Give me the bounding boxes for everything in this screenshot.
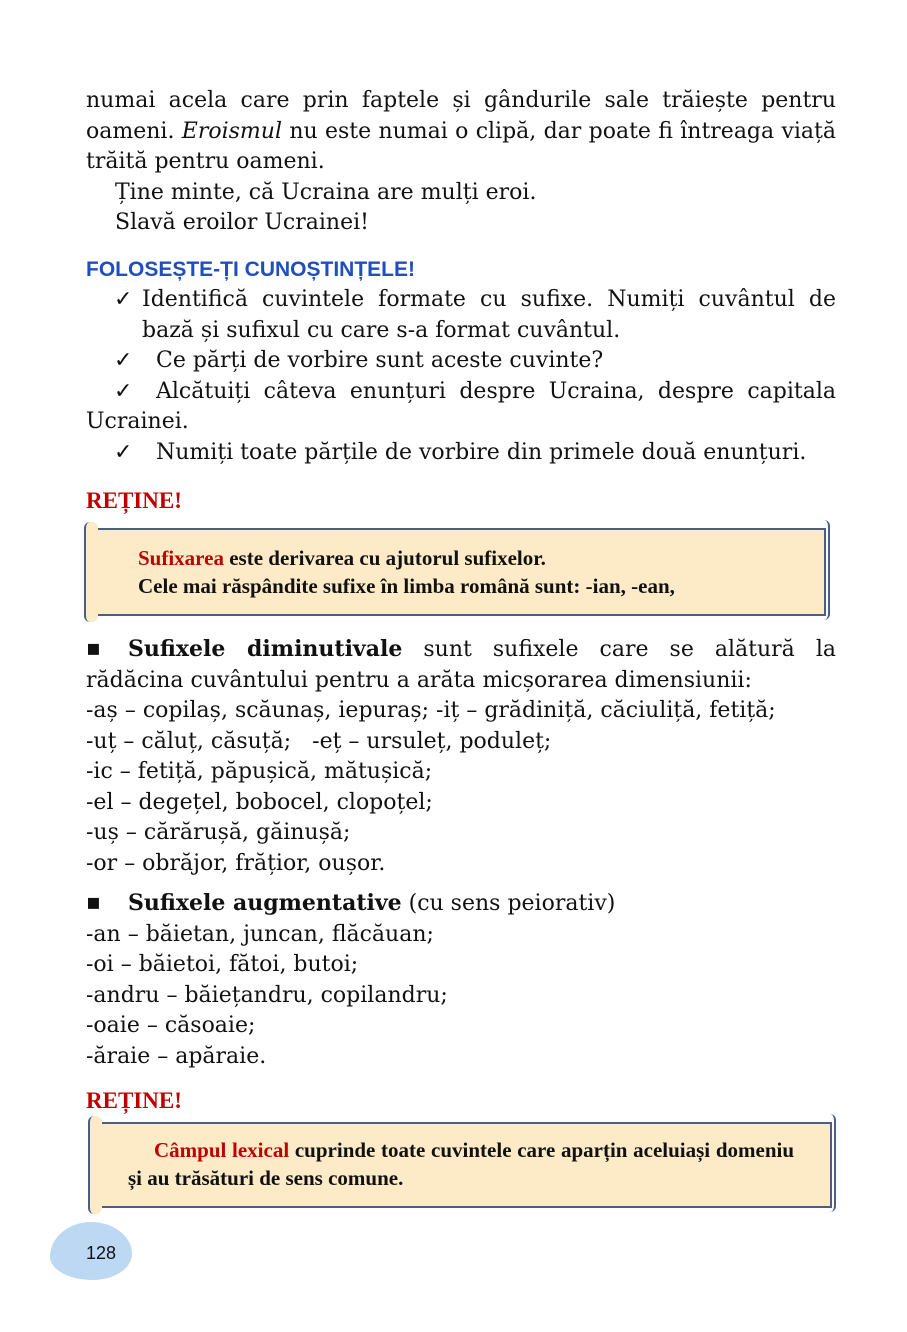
scroll-roll-left — [88, 1116, 102, 1214]
scroll-roll-right — [816, 520, 830, 620]
suffix-section — [86, 634, 836, 1117]
augmentative-line: -oi – băietoi, fătoi, butoi; — [86, 952, 359, 977]
intro-line-4: Slavă eroilor Ucrainei! — [115, 210, 369, 235]
intro-line-3: Ține minte, că Ucraina are mulți eroi. — [115, 179, 537, 205]
retine-box-2-text: Câmpul lexical cuprinde toate cuvintele care aparțin aceluiași domeniu și au trăsături de sens comune. — [128, 1138, 795, 1190]
diminutive-line: -el – degețel, bobocel, clopoțel; — [86, 789, 433, 815]
intro-line-2: nu este numai o clipă, dar poate fi întreaga viață trăită pentru oameni. — [86, 118, 836, 174]
augmentative-line: -andru – băiețandru, copilandru; — [86, 982, 448, 1008]
sufixarea-term: Sufixarea — [138, 546, 224, 570]
augmentative-line: -ăraie – apăraie. — [86, 1043, 267, 1069]
eroismul-word: Eroismul — [181, 118, 282, 144]
check-icon: ✓ — [114, 439, 133, 465]
knowledge-item-1: ✓ Identifică cuvintele formate cu sufixe. Numiți cuvântul de bază și sufixul cu care s-a format cuvântul. — [114, 287, 836, 343]
bullet-icon: ▪ — [86, 636, 101, 661]
camp-lexical-term: Câmpul lexical — [154, 1138, 290, 1162]
augmentative-intro: ▪ Sufixele augmentative (cu sens peiorativ) — [86, 888, 836, 920]
page-number: 128 — [86, 1243, 117, 1263]
retine-box-1 — [88, 528, 826, 616]
diminutive-line: -aș – copilaș, scăunaș, iepuraș; -iț – grădiniță, căciuliță, fetiță; — [86, 698, 776, 723]
augmentative-line: -an – băietan, juncan, flăcăuan; — [86, 921, 434, 947]
knowledge-item-4: ✓ Numiți toate părțile de vorbire din primele două enunțuri. — [86, 438, 836, 469]
check-icon: ✓ — [114, 348, 133, 373]
retine-heading-2: REȚINE! — [86, 1088, 182, 1113]
retine-box-2 — [92, 1122, 832, 1208]
retine-heading-1: REȚINE! — [86, 488, 182, 513]
diminutive-line: -uț – căluț, căsuță; -eț – ursuleț, poduleț; — [86, 728, 552, 754]
intro-paragraph — [86, 86, 836, 178]
page-body — [86, 86, 836, 517]
knowledge-item-3: ✓ Alcătuiți câteva enunțuri despre Ucraina, despre capitala Ucrainei. — [86, 378, 836, 434]
scroll-roll-left — [84, 522, 98, 622]
bullet-icon: ▪ — [86, 890, 101, 915]
augmentative-line: -oaie – căsoaie; — [86, 1013, 256, 1038]
knowledge-heading: FOLOSEȘTE-ȚI CUNOȘTINȚELE! — [86, 257, 415, 281]
diminutive-line: -uș – cărărușă, găinușă; — [86, 820, 351, 845]
diminutive-line: -ic – fetiță, păpușică, mătușică; — [86, 759, 433, 784]
intro-line-1: numai acela care prin faptele și gândurile sale trăiește pentru oameni. — [86, 88, 836, 144]
diminutive-intro: ▪ Sufixele diminutivale sunt sufixele care se alătură la rădăcina cuvântului pentru a arăta micșorarea dimensiunii: — [86, 636, 836, 693]
scroll-roll-right — [822, 1114, 836, 1212]
check-icon: ✓ — [114, 378, 133, 404]
retine-box-1-line-2: Cele mai răspândite sufixe în limba română sunt: -ian, -ean, — [138, 574, 675, 598]
knowledge-item-2: ✓ Ce părți de vorbire sunt aceste cuvinte? — [86, 346, 836, 377]
check-icon: ✓ — [114, 287, 133, 312]
diminutive-line: -or – obrăjor, frățior, oușor. — [86, 850, 386, 876]
retine-box-1-text: Sufixarea este derivarea cu ajutorul sufixelor. Cele mai răspândite sufixe în limba română sunt: -ian, -ean, — [138, 544, 798, 606]
